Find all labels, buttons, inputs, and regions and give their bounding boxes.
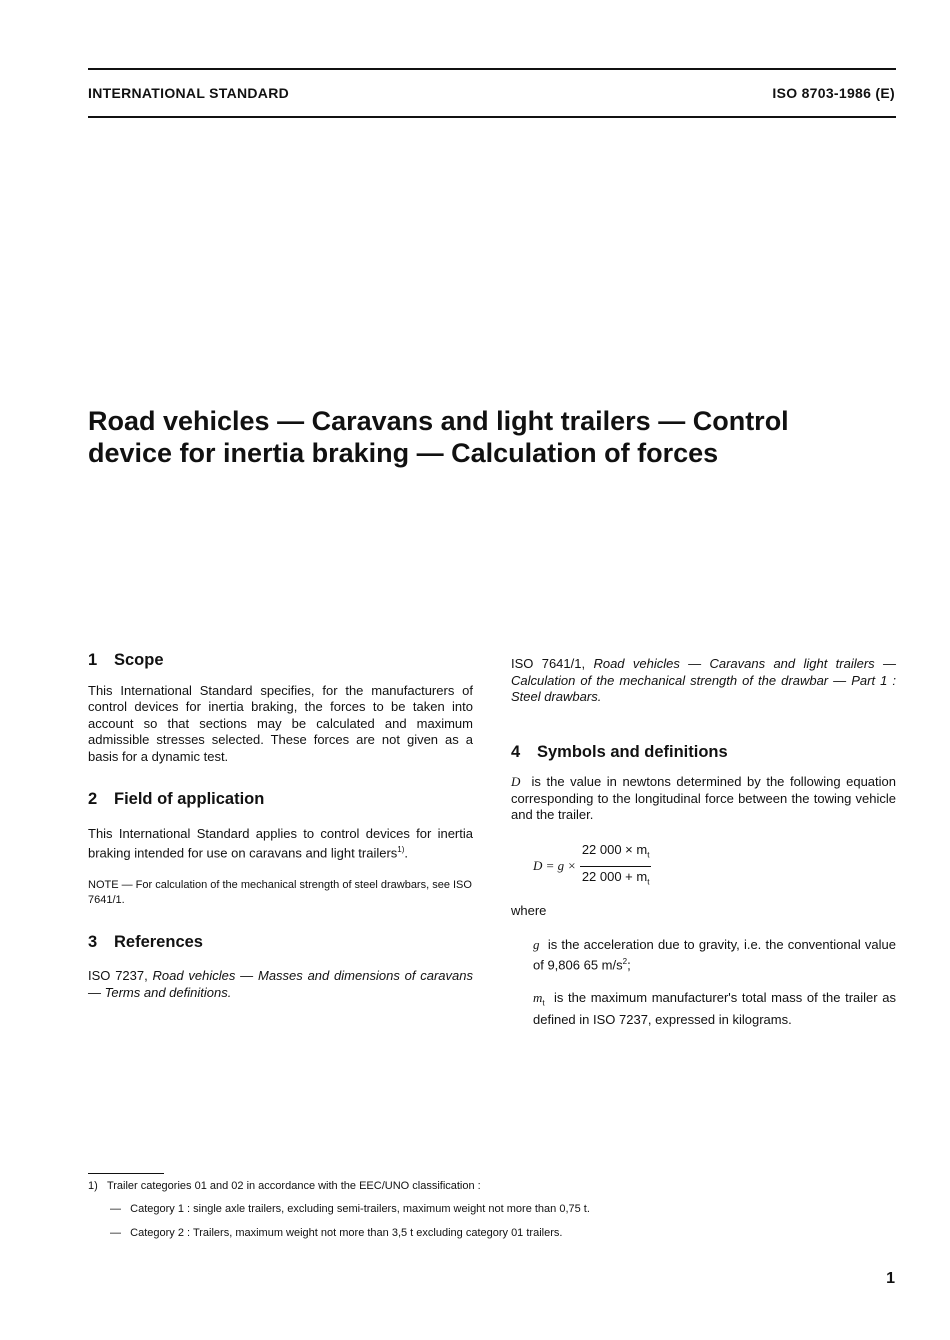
equation-denominator: 22 $000 + m_t$ — [581, 868, 650, 887]
left-column — [88, 652, 473, 1001]
header-standard-number: ISO 8703-1986 (E) — [772, 85, 895, 101]
section-1-text: This International Standard specifies, for the manufacturers of control devices for inertia braking, the forces to be taken into account so that sections may be calculated and maximum admissible stresses selected. These forces are not given as a basis for a dynamic test. — [88, 682, 473, 764]
section-2-text: This International Standard applies to control devices for inertia braking intended for use on caravans and light trailers$^{1)}$. — [88, 825, 473, 861]
header-bottom-rule — [88, 116, 896, 118]
section-3-heading: 3 References — [88, 932, 203, 951]
section-1-heading: 1 Scope — [88, 651, 164, 669]
footnote-rule — [88, 1173, 164, 1174]
section-2-note: NOTE — For calculation of the mechanical strength of steel drawbars, see ISO 7641/1. — [88, 878, 472, 906]
section-2-heading: 2 Field of application — [88, 790, 265, 808]
definition-mt: $m_t$ is the maximum manufacturer's total mass of the trailer as defined in ISO 7237, expressed in kilograms. — [533, 989, 896, 1027]
section-4-heading: 4 Symbols and definitions — [511, 742, 728, 761]
footnote-item-2: — Category 2 : Trailers, maximum weight not more than 3,5 t excluding category 01 trailers. — [110, 1227, 563, 1239]
equation — [533, 842, 896, 891]
footnote-intro: 1) Trailer categories 01 and 02 in accordance with the EEC/UNO classification : — [88, 1180, 481, 1192]
reference-iso-7237: ISO 7237, Road vehicles — Masses and dimensions of caravans — Terms and definitions. — [88, 968, 473, 1000]
title-line-1: Road vehicles — Caravans and light trailers — Control — [88, 406, 789, 436]
equation-lhs: D = g × — [533, 857, 577, 873]
reference-iso-7641-1: ISO 7641/1, Road vehicles — Caravans and light trailers — Calculation of the mechanical strength of the drawbar — Part 1 : Steel drawbars. — [511, 656, 896, 704]
header-document-type: INTERNATIONAL STANDARD — [88, 85, 290, 101]
definition-g: g is the acceleration due to gravity, i.e. the conventional value of 9,806 65 $m/s^2$; — [533, 937, 896, 973]
right-column — [511, 656, 896, 1028]
where-label: where — [511, 902, 547, 918]
header-top-rule — [88, 68, 896, 70]
definition-d: D is the value in newtons determined by the following equation corresponding to the longitudinal force between the towing vehicle and the trailer. — [511, 774, 896, 822]
equation-numerator: 22 $000 \times m_t$ — [580, 842, 652, 867]
footnote-item-1: — Category 1 : single axle trailers, excluding semi-trailers, maximum weight not more than 0,75 t. — [110, 1203, 590, 1215]
page-number: 1 — [886, 1270, 895, 1287]
document-title — [88, 405, 888, 469]
equation-fraction — [580, 842, 652, 891]
title-line-2: device for inertia braking — Calculation of forces — [88, 438, 719, 468]
footnote-reference: 1) — [397, 845, 405, 854]
